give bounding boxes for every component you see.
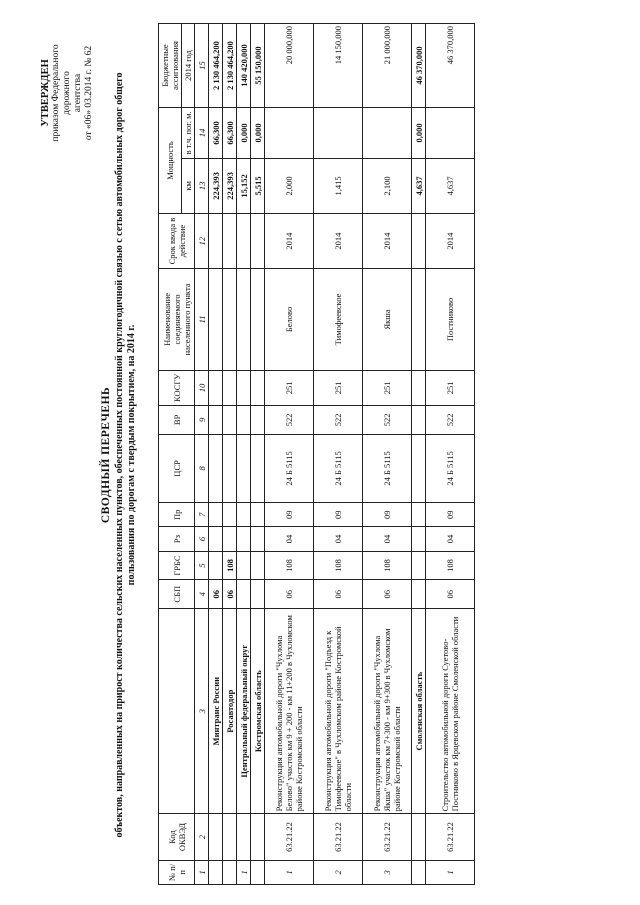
cell-term xyxy=(237,213,251,268)
cell-budget: 46 370,000 xyxy=(412,24,426,108)
cell-term: 2014 xyxy=(426,213,475,268)
header-row-1 xyxy=(159,24,182,885)
cell-num: 1 xyxy=(237,860,251,884)
cell-sbp xyxy=(251,580,265,609)
cell-kosgu xyxy=(209,370,223,405)
col-number: 2 xyxy=(195,814,209,860)
cell-kosgu xyxy=(223,370,237,405)
cell-vr: 522 xyxy=(363,406,412,435)
cell-term xyxy=(251,213,265,268)
cell-vr xyxy=(223,406,237,435)
cell-budget: 2 130 464,200 xyxy=(223,24,237,108)
cell-name: Костромская область xyxy=(251,609,265,814)
header-kosgu: КОСГУ xyxy=(159,370,195,405)
cell-sbp xyxy=(412,580,426,609)
cell-grbs xyxy=(412,551,426,580)
cell-pr: 09 xyxy=(363,503,412,527)
cell-km: 224,393 xyxy=(223,158,237,213)
cell-sbp: 06 xyxy=(265,580,314,609)
cell-term: 2014 xyxy=(363,213,412,268)
cell-pr: 09 xyxy=(265,503,314,527)
table-row xyxy=(426,24,475,885)
cell-settlement xyxy=(237,269,251,371)
cell-name: Росавтодор xyxy=(223,609,237,814)
document-title-block xyxy=(100,45,138,865)
approval-line-1: приказом Федерального дорожного xyxy=(51,44,72,142)
cell-rz xyxy=(251,527,265,551)
cell-incl: 66,300 xyxy=(209,108,223,159)
col-number: 12 xyxy=(195,213,209,268)
cell-okved xyxy=(209,814,223,860)
cell-num: 2 xyxy=(314,860,363,884)
cell-budget: 55 150,000 xyxy=(251,24,265,108)
cell-num xyxy=(251,860,265,884)
cell-name: Смоленская область xyxy=(412,609,426,814)
col-number: 3 xyxy=(195,609,209,814)
cell-settlement: Постниково xyxy=(426,269,475,371)
cell-kosgu: 251 xyxy=(265,370,314,405)
table-row xyxy=(314,24,363,885)
header-rz: Рз xyxy=(159,527,195,551)
header-grbs: ГРБС xyxy=(159,551,195,580)
cell-pr xyxy=(209,503,223,527)
cell-pr: 09 xyxy=(426,503,475,527)
cell-kosgu xyxy=(251,370,265,405)
cell-csr xyxy=(237,434,251,502)
cell-term xyxy=(209,213,223,268)
header-year: 2014 год xyxy=(182,24,195,108)
cell-settlement xyxy=(209,269,223,371)
cell-name: Центральный федеральный округ xyxy=(237,609,251,814)
approval-stamp xyxy=(40,23,95,163)
cell-km: 1,415 xyxy=(314,158,363,213)
cell-grbs xyxy=(251,551,265,580)
cell-term: 2014 xyxy=(314,213,363,268)
header-km: км xyxy=(182,158,195,213)
cell-rz xyxy=(209,527,223,551)
cell-kosgu: 251 xyxy=(363,370,412,405)
table-row xyxy=(265,24,314,885)
cell-grbs: 108 xyxy=(265,551,314,580)
cell-name: Строительство автомобильной дороги Суетово-Постниково в Ярцевском районе Смоленской области xyxy=(426,609,475,814)
header-name xyxy=(159,609,195,814)
header-budget: Бюджетные ассигнования xyxy=(159,24,182,108)
cell-settlement xyxy=(412,269,426,371)
cell-csr xyxy=(251,434,265,502)
cell-budget: 140 420,000 xyxy=(237,24,251,108)
cell-pr xyxy=(251,503,265,527)
cell-km: 4,637 xyxy=(412,158,426,213)
cell-csr: 24 Б 5115 xyxy=(363,434,412,502)
cell-okved xyxy=(251,814,265,860)
cell-sbp: 06 xyxy=(363,580,412,609)
cell-grbs: 108 xyxy=(363,551,412,580)
cell-name: Реконструкция автомобильной дороги "Чухлома Белово" участок км 9 + 200 - км 11+200 в Чухломском районе Костромской области xyxy=(265,609,314,814)
cell-sbp xyxy=(237,580,251,609)
cell-grbs: 108 xyxy=(223,551,237,580)
cell-name: Реконструкция автомобильной дороги "Чухлома Якша" участок км 7+300 - км 9+300 в Чухломском районе Костромской области xyxy=(363,609,412,814)
cell-settlement xyxy=(223,269,237,371)
table-row xyxy=(363,24,412,885)
header-capacity: Мощность xyxy=(159,108,182,214)
cell-incl: 0,000 xyxy=(237,108,251,159)
approval-line-3: от «06» 03.2014 г. № 62 xyxy=(84,45,94,141)
cell-sbp: 06 xyxy=(223,580,237,609)
cell-term: 2014 xyxy=(265,213,314,268)
cell-budget: 21 000,000 xyxy=(363,24,412,108)
col-number: 14 xyxy=(195,108,209,159)
header-vr: ВР xyxy=(159,406,195,435)
col-number: 15 xyxy=(195,24,209,108)
column-number-row xyxy=(195,24,209,885)
cell-rz: 04 xyxy=(265,527,314,551)
cell-csr: 24 Б 5115 xyxy=(314,434,363,502)
col-number: 9 xyxy=(195,406,209,435)
cell-rz xyxy=(223,527,237,551)
header-pr: Пр xyxy=(159,503,195,527)
cell-name: Минтранс России xyxy=(209,609,223,814)
cell-settlement xyxy=(251,269,265,371)
cell-num xyxy=(209,860,223,884)
cell-csr: 24 Б 5115 xyxy=(265,434,314,502)
cell-okved xyxy=(223,814,237,860)
cell-vr xyxy=(412,406,426,435)
cell-settlement: Якша xyxy=(363,269,412,371)
cell-budget: 46 370,000 xyxy=(426,24,475,108)
cell-incl: 0,000 xyxy=(412,108,426,159)
table-row xyxy=(237,24,251,885)
col-number: 10 xyxy=(195,370,209,405)
cell-num xyxy=(412,860,426,884)
cell-budget: 2 130 464,200 xyxy=(209,24,223,108)
cell-vr: 522 xyxy=(314,406,363,435)
summary-table xyxy=(158,23,475,885)
cell-term xyxy=(412,213,426,268)
cell-pr: 09 xyxy=(314,503,363,527)
approval-line-2: агентства xyxy=(73,73,83,113)
cell-okved: 63.21.22 xyxy=(363,814,412,860)
cell-rz: 04 xyxy=(314,527,363,551)
cell-vr: 522 xyxy=(426,406,475,435)
cell-grbs: 108 xyxy=(426,551,475,580)
cell-km: 2,000 xyxy=(265,158,314,213)
table-body xyxy=(195,24,475,885)
cell-okved: 63.21.22 xyxy=(426,814,475,860)
cell-budget: 20 000,000 xyxy=(265,24,314,108)
cell-vr xyxy=(237,406,251,435)
col-number: 13 xyxy=(195,158,209,213)
cell-settlement: Белово xyxy=(265,269,314,371)
cell-csr xyxy=(209,434,223,502)
header-term: Срок ввода в действие xyxy=(159,213,195,268)
approval-title: УТВЕРЖДЕН xyxy=(40,59,51,127)
cell-kosgu: 251 xyxy=(314,370,363,405)
header-incl: в т.ч. пог. м. xyxy=(182,108,195,159)
col-number: 8 xyxy=(195,434,209,502)
table-row xyxy=(412,24,426,885)
cell-budget: 14 150,000 xyxy=(314,24,363,108)
cell-incl xyxy=(314,108,363,159)
cell-kosgu xyxy=(237,370,251,405)
cell-okved xyxy=(412,814,426,860)
cell-pr xyxy=(237,503,251,527)
col-number: 5 xyxy=(195,551,209,580)
col-number: 11 xyxy=(195,269,209,371)
col-number: 1 xyxy=(195,860,209,884)
cell-incl: 66,300 xyxy=(223,108,237,159)
cell-grbs: 108 xyxy=(314,551,363,580)
cell-term xyxy=(223,213,237,268)
cell-incl xyxy=(426,108,475,159)
col-number: 4 xyxy=(195,580,209,609)
cell-rz: 04 xyxy=(426,527,475,551)
table-row xyxy=(251,24,265,885)
cell-km: 224,393 xyxy=(209,158,223,213)
cell-grbs xyxy=(209,551,223,580)
cell-csr xyxy=(223,434,237,502)
cell-settlement: Тимофеевское xyxy=(314,269,363,371)
cell-sbp: 06 xyxy=(426,580,475,609)
header-sbp: СБП xyxy=(159,580,195,609)
cell-incl xyxy=(363,108,412,159)
cell-num xyxy=(223,860,237,884)
cell-csr xyxy=(412,434,426,502)
cell-okved: 63.21.22 xyxy=(314,814,363,860)
header-csr: ЦСР xyxy=(159,434,195,502)
cell-kosgu: 251 xyxy=(426,370,475,405)
cell-rz: 04 xyxy=(363,527,412,551)
cell-sbp: 06 xyxy=(314,580,363,609)
cell-kosgu xyxy=(412,370,426,405)
cell-pr xyxy=(223,503,237,527)
cell-okved xyxy=(237,814,251,860)
cell-incl: 0,000 xyxy=(251,108,265,159)
header-settlement: Наименование соединяемого населенного пункта xyxy=(159,269,195,371)
cell-num: 1 xyxy=(265,860,314,884)
document-title: СВОДНЫЙ ПЕРЕЧЕНЬ xyxy=(100,386,112,524)
cell-vr xyxy=(209,406,223,435)
cell-csr: 24 Б 5115 xyxy=(426,434,475,502)
cell-num: 1 xyxy=(426,860,475,884)
document-subtitle: объектов, направленных на прирост количества сельских населенных пунктов, обеспеченных постоянной круглогодичной связью с сетью автомобильных дорог общего пользования по дорогам с твердым покрытием, на 2014 г. xyxy=(114,72,137,838)
cell-km: 4,637 xyxy=(426,158,475,213)
col-number: 6 xyxy=(195,527,209,551)
cell-sbp: 06 xyxy=(209,580,223,609)
header-num: № п/п xyxy=(159,860,195,884)
cell-vr: 522 xyxy=(265,406,314,435)
table-row xyxy=(209,24,223,885)
cell-vr xyxy=(251,406,265,435)
cell-incl xyxy=(265,108,314,159)
cell-grbs xyxy=(237,551,251,580)
col-number: 7 xyxy=(195,503,209,527)
cell-okved: 63.21.22 xyxy=(265,814,314,860)
table-row xyxy=(223,24,237,885)
cell-rz xyxy=(237,527,251,551)
cell-pr xyxy=(412,503,426,527)
cell-rz xyxy=(412,527,426,551)
cell-km: 2,100 xyxy=(363,158,412,213)
cell-num: 3 xyxy=(363,860,412,884)
cell-name: Реконструкция автомобильной дороги "Подъезд к Тимофеевское" в Чухломском районе Костромской области xyxy=(314,609,363,814)
cell-km: 15,152 xyxy=(237,158,251,213)
header-okved: Код ОКВЭД xyxy=(159,814,195,860)
cell-km: 5,515 xyxy=(251,158,265,213)
